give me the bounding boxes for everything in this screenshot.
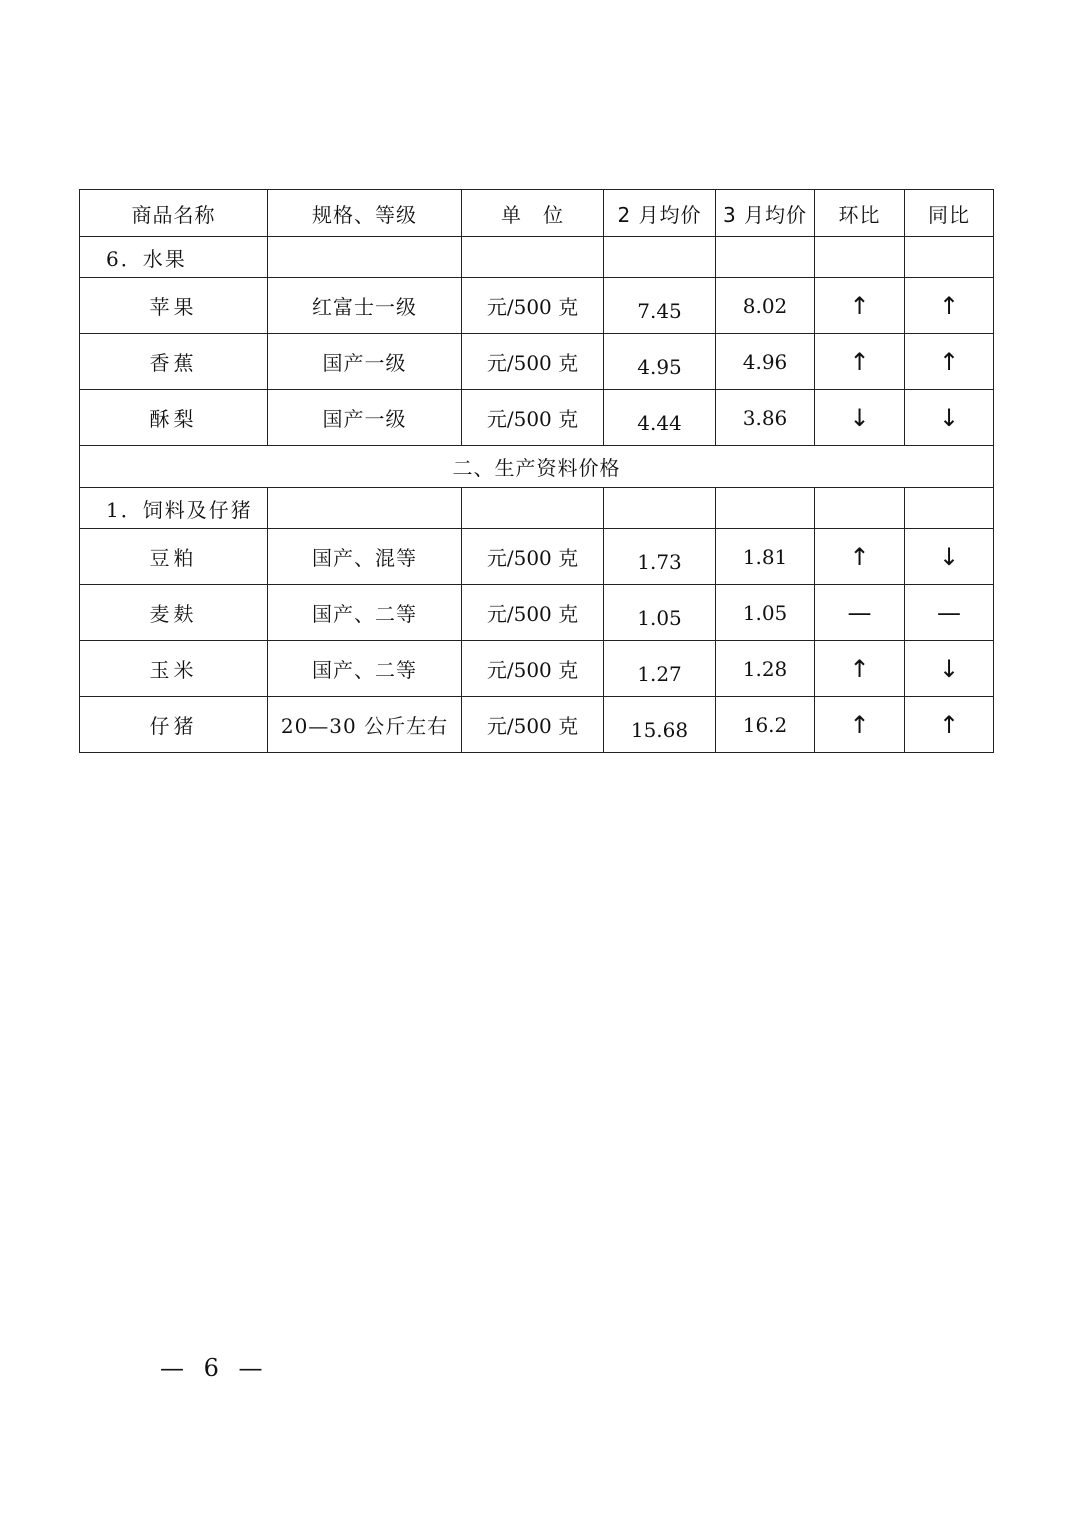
product-spec: 国产、二等 bbox=[268, 585, 462, 641]
product-name: 仔猪 bbox=[80, 697, 268, 753]
feb-price: 7.45 bbox=[604, 278, 716, 334]
product-unit: 元/500 克 bbox=[462, 585, 604, 641]
product-unit: 元/500 克 bbox=[462, 334, 604, 390]
section-title: 二、生产资料价格 bbox=[80, 446, 994, 488]
feb-price: 15.68 bbox=[604, 697, 716, 753]
yoy-trend: ↓ bbox=[905, 529, 994, 585]
header-row bbox=[80, 190, 994, 237]
table-row bbox=[80, 334, 994, 390]
product-unit: 元/500 克 bbox=[462, 390, 604, 446]
category-label: 1．饲料及仔猪 bbox=[80, 488, 268, 529]
page-number: — 6 — bbox=[160, 1354, 269, 1382]
table-row bbox=[80, 278, 994, 334]
product-spec: 国产、二等 bbox=[268, 641, 462, 697]
mom-trend: ↓ bbox=[815, 390, 905, 446]
mom-trend: ↑ bbox=[815, 278, 905, 334]
mar-price: 3.86 bbox=[716, 390, 815, 446]
header-product-name: 商品名称 bbox=[80, 190, 268, 237]
mar-price: 1.81 bbox=[716, 529, 815, 585]
mom-trend: ↑ bbox=[815, 697, 905, 753]
mar-price: 16.2 bbox=[716, 697, 815, 753]
product-name: 豆粕 bbox=[80, 529, 268, 585]
table-row bbox=[80, 641, 994, 697]
header-unit: 单 位 bbox=[462, 190, 604, 237]
yoy-trend: ↓ bbox=[905, 390, 994, 446]
header-mar-avg: 3 月均价 bbox=[716, 190, 815, 237]
table-row bbox=[80, 697, 994, 753]
mar-price: 4.96 bbox=[716, 334, 815, 390]
product-unit: 元/500 克 bbox=[462, 641, 604, 697]
product-name: 玉米 bbox=[80, 641, 268, 697]
header-spec-grade: 规格、等级 bbox=[268, 190, 462, 237]
mom-trend: ↑ bbox=[815, 334, 905, 390]
feb-price: 1.73 bbox=[604, 529, 716, 585]
header-feb-avg: 2 月均价 bbox=[604, 190, 716, 237]
feb-price: 4.44 bbox=[604, 390, 716, 446]
header-year-on-year: 同比 bbox=[905, 190, 994, 237]
category-row-feed bbox=[80, 488, 994, 529]
mar-price: 1.05 bbox=[716, 585, 815, 641]
product-spec: 红富士一级 bbox=[268, 278, 462, 334]
header-month-on-month: 环比 bbox=[815, 190, 905, 237]
product-unit: 元/500 克 bbox=[462, 697, 604, 753]
feb-price: 1.27 bbox=[604, 641, 716, 697]
mom-trend: ↑ bbox=[815, 641, 905, 697]
product-unit: 元/500 克 bbox=[462, 278, 604, 334]
product-spec: 国产、混等 bbox=[268, 529, 462, 585]
section-row bbox=[80, 446, 994, 488]
category-label: 6．水果 bbox=[80, 237, 268, 278]
mar-price: 8.02 bbox=[716, 278, 815, 334]
price-table bbox=[79, 189, 994, 753]
yoy-trend: — bbox=[905, 585, 994, 641]
feb-price: 4.95 bbox=[604, 334, 716, 390]
product-name: 酥梨 bbox=[80, 390, 268, 446]
yoy-trend: ↑ bbox=[905, 278, 994, 334]
yoy-trend: ↑ bbox=[905, 334, 994, 390]
yoy-trend: ↑ bbox=[905, 697, 994, 753]
product-spec: 国产一级 bbox=[268, 390, 462, 446]
yoy-trend: ↓ bbox=[905, 641, 994, 697]
product-spec: 国产一级 bbox=[268, 334, 462, 390]
product-spec: 20—30 公斤左右 bbox=[268, 697, 462, 753]
product-unit: 元/500 克 bbox=[462, 529, 604, 585]
feb-price: 1.05 bbox=[604, 585, 716, 641]
table-row bbox=[80, 529, 994, 585]
table-row bbox=[80, 390, 994, 446]
table-row bbox=[80, 585, 994, 641]
product-name: 香蕉 bbox=[80, 334, 268, 390]
product-name: 麦麸 bbox=[80, 585, 268, 641]
product-name: 苹果 bbox=[80, 278, 268, 334]
mar-price: 1.28 bbox=[716, 641, 815, 697]
mom-trend: ↑ bbox=[815, 529, 905, 585]
category-row-fruit bbox=[80, 237, 994, 278]
mom-trend: — bbox=[815, 585, 905, 641]
